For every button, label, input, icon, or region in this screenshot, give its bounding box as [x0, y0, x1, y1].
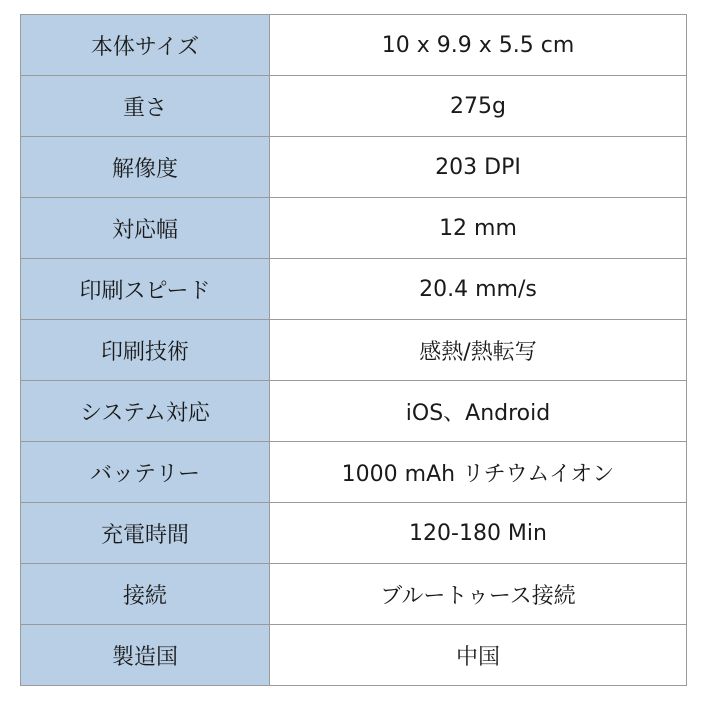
- spec-value: 10 x 9.9 x 5.5 cm: [270, 15, 687, 76]
- spec-value: 275g: [270, 76, 687, 137]
- table-row: [21, 198, 687, 259]
- table-row: [21, 442, 687, 503]
- spec-label: 解像度: [21, 137, 270, 198]
- spec-label: 接続: [21, 564, 270, 625]
- spec-label: 印刷スピード: [21, 259, 270, 320]
- table-row: [21, 564, 687, 625]
- spec-label: 対応幅: [21, 198, 270, 259]
- table-row: [21, 503, 687, 564]
- table-row: [21, 15, 687, 76]
- spec-value: ブルートゥース接続: [270, 564, 687, 625]
- spec-label: 本体サイズ: [21, 15, 270, 76]
- spec-value: 中国: [270, 625, 687, 686]
- spec-value: 203 DPI: [270, 137, 687, 198]
- spec-label: 印刷技術: [21, 320, 270, 381]
- spec-value: 120-180 Min: [270, 503, 687, 564]
- table-row: [21, 320, 687, 381]
- spec-table: [20, 14, 687, 686]
- table-row: [21, 381, 687, 442]
- table-row: [21, 259, 687, 320]
- table-row: [21, 137, 687, 198]
- spec-value: 1000 mAh リチウムイオン: [270, 442, 687, 503]
- table-row: [21, 625, 687, 686]
- spec-label: 製造国: [21, 625, 270, 686]
- table-row: [21, 76, 687, 137]
- spec-value: iOS、Android: [270, 381, 687, 442]
- spec-value: 20.4 mm/s: [270, 259, 687, 320]
- spec-value: 感熱/熱転写: [270, 320, 687, 381]
- spec-label: 重さ: [21, 76, 270, 137]
- spec-label: システム対応: [21, 381, 270, 442]
- spec-value: 12 mm: [270, 198, 687, 259]
- spec-label: 充電時間: [21, 503, 270, 564]
- spec-label: バッテリー: [21, 442, 270, 503]
